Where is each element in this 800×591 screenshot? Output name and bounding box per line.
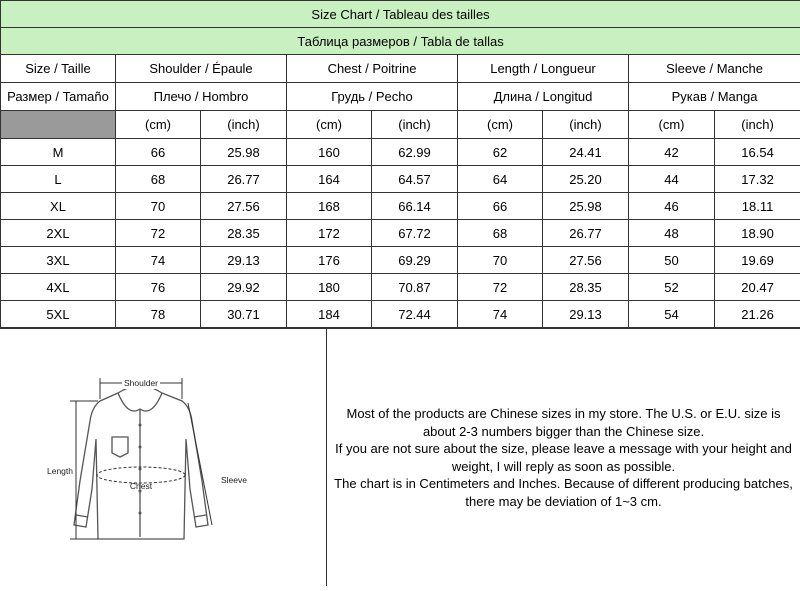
unit-cm: (cm): [629, 111, 715, 139]
size-row: [1, 166, 800, 193]
size-row: [1, 193, 800, 220]
unit-cm: (cm): [287, 111, 372, 139]
note-paragraph: Most of the products are Chinese sizes in my store. The U.S. or E.U. size is about 2-3 numbers bigger than the Chinese size.: [333, 405, 795, 440]
value-cell: 25.20: [543, 166, 629, 193]
shoulder-header: Shoulder / Épaule: [116, 55, 287, 83]
value-cell: 18.11: [715, 193, 800, 220]
value-cell: 30.71: [201, 301, 287, 328]
value-cell: 21.26: [715, 301, 800, 328]
size-header: Size / Taille: [1, 55, 116, 83]
length-header: Length / Longueur: [458, 55, 629, 83]
value-cell: 50: [629, 247, 715, 274]
value-cell: 180: [287, 274, 372, 301]
value-cell: 28.35: [543, 274, 629, 301]
chart-title-secondary: Таблица размеров / Tabla de tallas: [1, 28, 800, 55]
value-cell: 28.35: [201, 220, 287, 247]
unit-row-blank-cell: [1, 111, 116, 139]
value-cell: 16.54: [715, 139, 800, 166]
value-cell: 62.99: [372, 139, 458, 166]
value-cell: 74: [116, 247, 201, 274]
value-cell: 27.56: [543, 247, 629, 274]
chart-title: Size Chart / Tableau des tailles: [1, 1, 800, 28]
size-cell: XL: [1, 193, 116, 220]
value-cell: 184: [287, 301, 372, 328]
value-cell: 70: [458, 247, 543, 274]
measurement-diagram-panel: [0, 329, 327, 586]
sleeve-header-ru-es: Рукав / Manga: [629, 83, 800, 111]
value-cell: 68: [458, 220, 543, 247]
value-cell: 176: [287, 247, 372, 274]
unit-inch: (inch): [715, 111, 800, 139]
value-cell: 70.87: [372, 274, 458, 301]
length-label: Length: [47, 466, 73, 476]
unit-row: [1, 111, 800, 139]
value-cell: 26.77: [543, 220, 629, 247]
value-cell: 172: [287, 220, 372, 247]
shoulder-label: Shoulder: [124, 378, 158, 388]
value-cell: 20.47: [715, 274, 800, 301]
unit-inch: (inch): [372, 111, 458, 139]
value-cell: 72.44: [372, 301, 458, 328]
size-row: [1, 274, 800, 301]
value-cell: 29.13: [201, 247, 287, 274]
size-cell: L: [1, 166, 116, 193]
size-row: [1, 247, 800, 274]
value-cell: 29.92: [201, 274, 287, 301]
value-cell: 25.98: [543, 193, 629, 220]
unit-inch: (inch): [543, 111, 629, 139]
value-cell: 72: [116, 220, 201, 247]
size-cell: 2XL: [1, 220, 116, 247]
value-cell: 70: [116, 193, 201, 220]
length-header-ru-es: Длина / Longitud: [458, 83, 629, 111]
value-cell: 25.98: [201, 139, 287, 166]
value-cell: 44: [629, 166, 715, 193]
value-cell: 66.14: [372, 193, 458, 220]
value-cell: 24.41: [543, 139, 629, 166]
chest-header-ru-es: Грудь / Pecho: [287, 83, 458, 111]
value-cell: 78: [116, 301, 201, 328]
value-cell: 168: [287, 193, 372, 220]
value-cell: 29.13: [543, 301, 629, 328]
sleeve-header: Sleeve / Manche: [629, 55, 800, 83]
value-cell: 54: [629, 301, 715, 328]
note-paragraph: The chart is in Centimeters and Inches. Because of different producing batches, there may be deviation of 1~3 cm.: [333, 475, 795, 510]
value-cell: 18.90: [715, 220, 800, 247]
size-cell: M: [1, 139, 116, 166]
value-cell: 160: [287, 139, 372, 166]
pocket-outline: [112, 437, 128, 457]
shirt-measurement-diagram: [0, 329, 326, 586]
note-paragraph: If you are not sure about the size, please leave a message with your height and weight, I will reply as soon as possible.: [333, 440, 795, 475]
value-cell: 42: [629, 139, 715, 166]
size-cell: 5XL: [1, 301, 116, 328]
value-cell: 74: [458, 301, 543, 328]
value-cell: 76: [116, 274, 201, 301]
value-cell: 52: [629, 274, 715, 301]
value-cell: 19.69: [715, 247, 800, 274]
unit-cm: (cm): [458, 111, 543, 139]
unit-inch: (inch): [201, 111, 287, 139]
value-cell: 72: [458, 274, 543, 301]
chest-header: Chest / Poitrine: [287, 55, 458, 83]
size-row: [1, 139, 800, 166]
shirt-body-outline: [74, 393, 208, 539]
value-cell: 26.77: [201, 166, 287, 193]
info-section: [0, 328, 800, 586]
value-cell: 67.72: [372, 220, 458, 247]
value-cell: 62: [458, 139, 543, 166]
value-cell: 164: [287, 166, 372, 193]
value-cell: 66: [458, 193, 543, 220]
size-note: [333, 405, 795, 510]
value-cell: 69.29: [372, 247, 458, 274]
size-header-ru-es: Размер / Tamaño: [1, 83, 116, 111]
chest-label: Chest: [130, 481, 153, 491]
value-cell: 64.57: [372, 166, 458, 193]
value-cell: 27.56: [201, 193, 287, 220]
size-row: [1, 220, 800, 247]
sleeve-label: Sleeve: [221, 475, 247, 485]
value-cell: 68: [116, 166, 201, 193]
value-cell: 46: [629, 193, 715, 220]
collar-points: [118, 393, 162, 411]
size-row: [1, 301, 800, 328]
size-cell: 3XL: [1, 247, 116, 274]
value-cell: 66: [116, 139, 201, 166]
value-cell: 48: [629, 220, 715, 247]
value-cell: 64: [458, 166, 543, 193]
size-cell: 4XL: [1, 274, 116, 301]
size-note-panel: [327, 329, 800, 586]
unit-cm: (cm): [116, 111, 201, 139]
shoulder-header-ru-es: Плечо / Hombro: [116, 83, 287, 111]
value-cell: 17.32: [715, 166, 800, 193]
